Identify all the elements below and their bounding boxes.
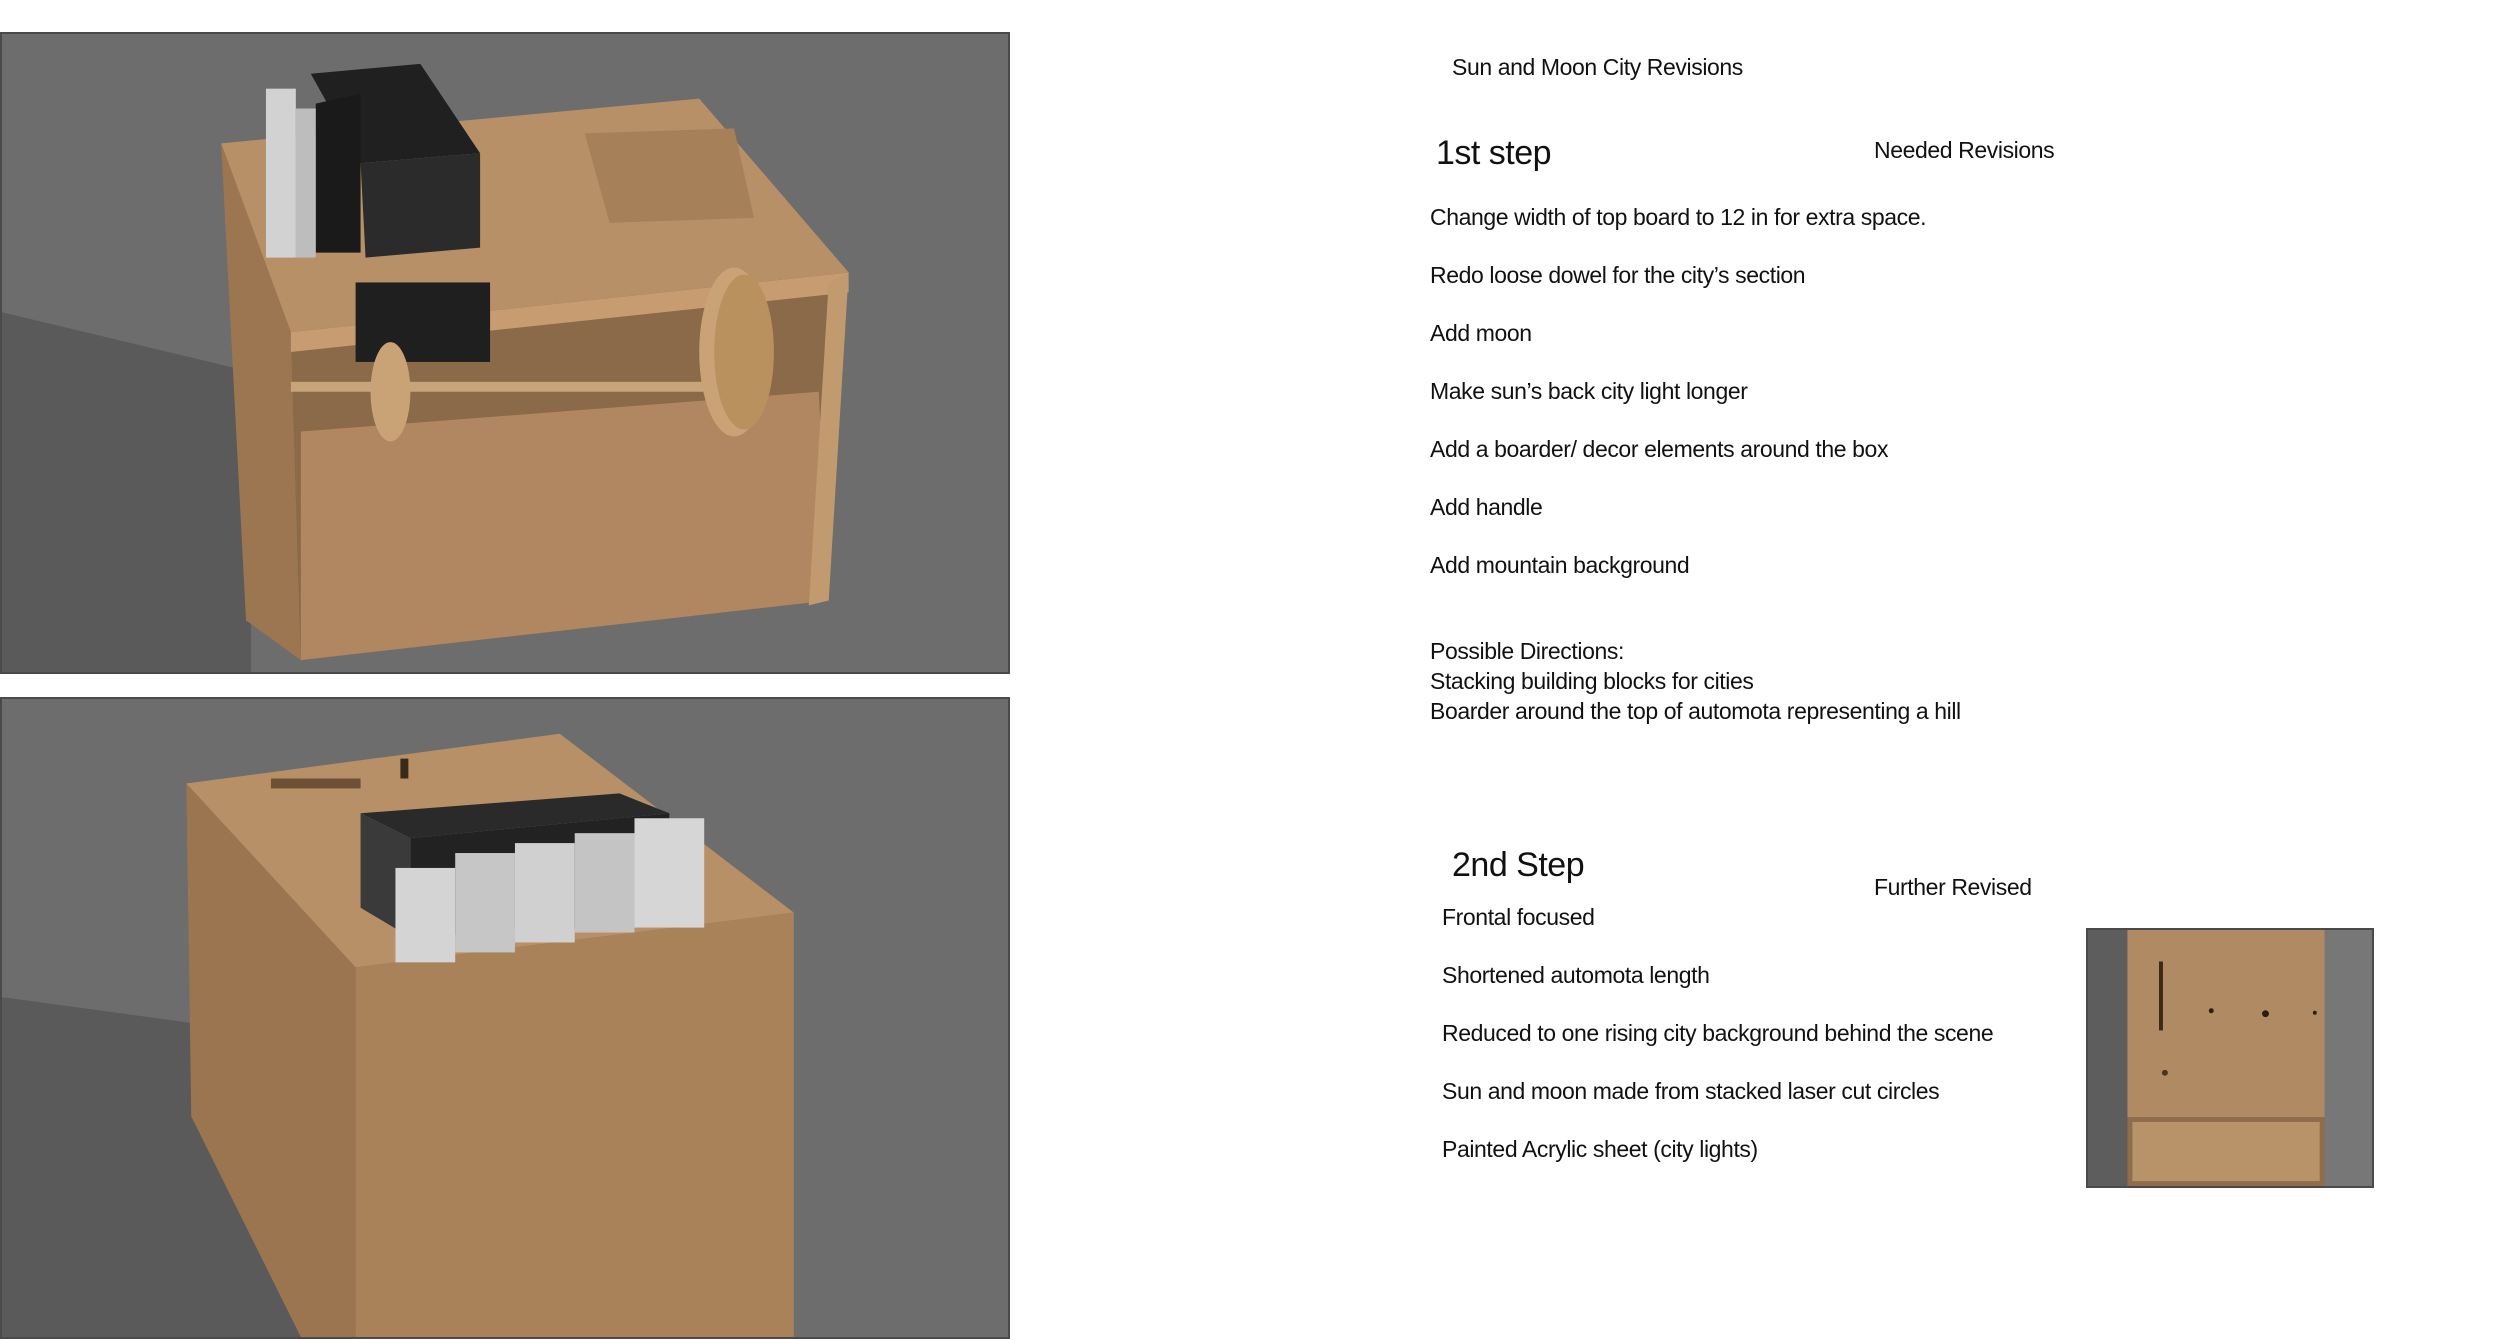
- render-first-step-front-image: [2, 699, 1008, 1337]
- list-item: Sun and moon made from stacked laser cut circles: [1442, 1078, 1940, 1104]
- list-item: Reduced to one rising city background behind the scene: [1442, 1020, 1994, 1046]
- list-item: Add moon: [1430, 320, 1532, 346]
- list-item: Make sun’s back city light longer: [1430, 378, 1748, 404]
- list-item: Shortened automota length: [1442, 962, 1710, 988]
- step2-label: Further Revised: [1874, 874, 2032, 900]
- step2-heading: 2nd Step: [1452, 846, 1585, 884]
- list-item: Add mountain background: [1430, 552, 1690, 578]
- step1-label: Needed Revisions: [1874, 137, 2055, 163]
- page-title: Sun and Moon City Revisions: [1452, 54, 1743, 80]
- directions-heading: Possible Directions:: [1430, 638, 1624, 664]
- render-second-step-image: [2088, 930, 2372, 1186]
- possible-directions: [1430, 636, 1961, 726]
- list-item: Redo loose dowel for the city’s section: [1430, 262, 1806, 288]
- step1-list: [1430, 200, 1926, 606]
- step2-list: [1442, 900, 1993, 1190]
- list-item: Boarder around the top of automota representing a hill: [1430, 698, 1961, 724]
- list-item: Change width of top board to 12 in for extra space.: [1430, 204, 1927, 230]
- step1-heading: 1st step: [1436, 134, 1552, 172]
- render-first-step: [0, 32, 1010, 674]
- list-item: Stacking building blocks for cities: [1430, 668, 1754, 694]
- render-first-step-image: [2, 34, 1008, 672]
- list-item: Frontal focused: [1442, 904, 1595, 930]
- list-item: Add a boarder/ decor elements around the box: [1430, 436, 1889, 462]
- render-second-step: [2086, 928, 2374, 1188]
- list-item: Painted Acrylic sheet (city lights): [1442, 1136, 1758, 1162]
- render-first-step-front: [0, 697, 1010, 1339]
- list-item: Add handle: [1430, 494, 1543, 520]
